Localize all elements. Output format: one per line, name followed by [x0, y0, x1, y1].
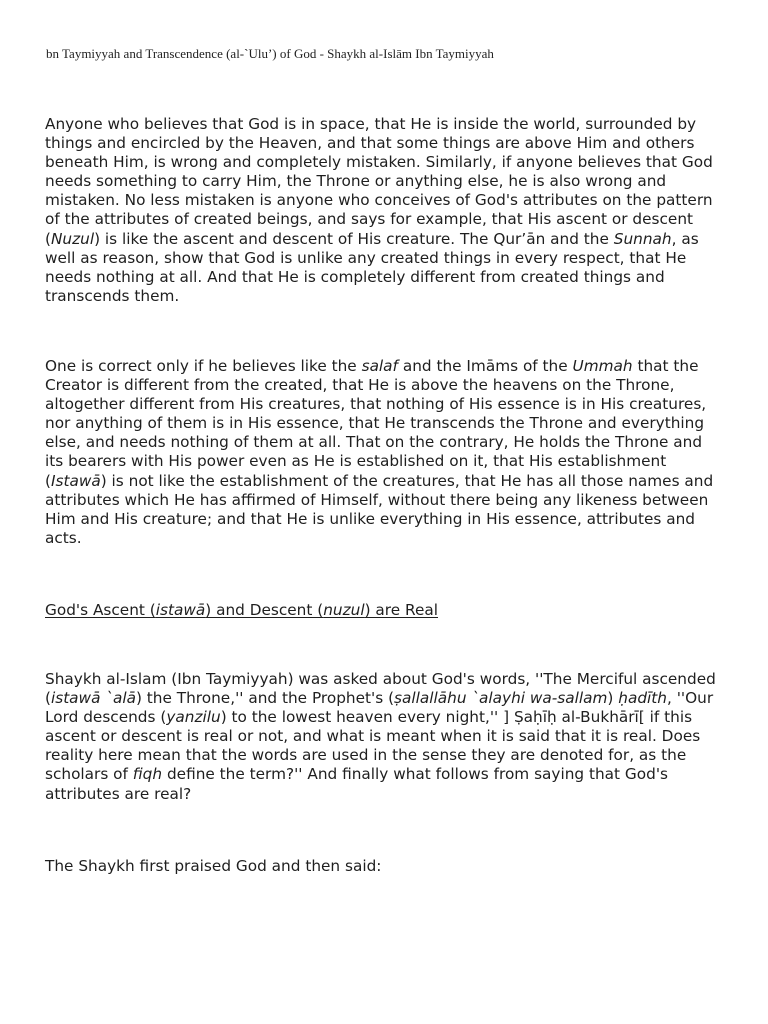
italic-term-yanzilu: yanzilu — [166, 708, 221, 727]
paragraph-4: The Shaykh first praised God and then said: — [45, 857, 382, 875]
italic-term-hadith: ḥadīth — [618, 689, 667, 708]
section-heading-text: ) are Real — [364, 601, 439, 619]
section-heading — [45, 601, 725, 620]
paragraph-2 — [45, 357, 725, 548]
paragraph-1-text: Anyone who believes that God is in space, that He is inside the world, surrounded by things and encircled by the Heaven, and that some things are above Him and others beneath Him, is wrong and completely mistaken. Similarly, if anyone believes that God needs something to carry Him, the Throne or anything else, he is also wrong and mistaken. No less mistaken is anyone who conceives of God's attributes on the pattern of the attributes of created beings, and says for example, that His ascent or descent ( — [45, 115, 713, 248]
italic-term-istawa: istawā — [155, 601, 206, 619]
paragraph-1-text: ) is like the ascent and descent of His creature. The Qur’ān and the — [94, 229, 614, 248]
paragraph-3-text: ) to the lowest heaven every night,'' ] Ṣaḥīḥ al-Bukhārī[ if this ascent or descent is real or not, and what is meant when it is said that it is real. Does reality here mean that the words are used in the sense they are denoted for, as the scholars of — [45, 708, 701, 784]
italic-term-fiqh: fiqh — [132, 765, 163, 784]
paragraph-3-text: define the term?'' And finally what follows from saying that God's attributes are real? — [45, 765, 669, 803]
paragraph-1-text: , as well as reason, show that God is unlike any created things in every respect, that He needs nothing at all. And that He is completely different from created things and transcends them. — [45, 229, 699, 305]
paragraph-1 — [45, 115, 725, 306]
paragraph-3 — [45, 670, 725, 804]
paragraph-2-text: that the Creator is different from the created, that He is above the heavens on the Throne, altogether different from His creatures, that nothing of His essence is in His creatures, nor anything of them is in His essence, that He transcends the Throne and everything else, and needs nothing of them at all. That on the contrary, He holds the Throne and its bearers with His power even as He is established on it, that His establishment ( — [45, 357, 707, 490]
paragraph-2-text: One is correct only if he believes like the — [45, 357, 362, 375]
section-heading-text: ) and Descent ( — [205, 601, 324, 619]
paragraph-3-text: ) — [607, 689, 619, 708]
running-header: bn Taymiyyah and Transcendence (al-`Ulu’) of God - Shaykh al-Islām Ibn Taymiyyah — [46, 46, 494, 61]
italic-term-salutation: ṣallallāhu `alayhi wa-sallam — [394, 689, 608, 708]
paragraph-3-text: ) the Throne,'' and the Prophet's ( — [135, 689, 395, 708]
paragraph-2-text: ) is not like the establishment of the creatures, that He has all those names and attributes which He has affirmed of Himself, without there being any likeness between Him and His creature; and that He is unlike everything in His essence, attributes and acts. — [45, 471, 714, 547]
section-heading-text: God's Ascent ( — [45, 601, 156, 619]
paragraph-3-text: , ''Our Lord descends ( — [45, 689, 714, 727]
italic-term-istawa: Istawā — [50, 471, 101, 490]
italic-term-salaf: salaf — [361, 357, 398, 375]
italic-term-nuzul: nuzul — [323, 601, 365, 619]
italic-term-sunnah: Sunnah — [613, 229, 672, 248]
italic-term-ummah: Ummah — [572, 357, 633, 375]
paragraph-3-text: Shaykh al-Islam (Ibn Taymiyyah) was asked about God's words, ''The Merciful ascended ( — [45, 670, 716, 708]
italic-term-istawa-ala: istawā `alā — [50, 689, 136, 708]
paragraph-2-text: and the Imāms of the — [397, 357, 573, 375]
italic-term-nuzul: Nuzul — [50, 229, 95, 248]
section-heading-underlined — [45, 601, 438, 619]
